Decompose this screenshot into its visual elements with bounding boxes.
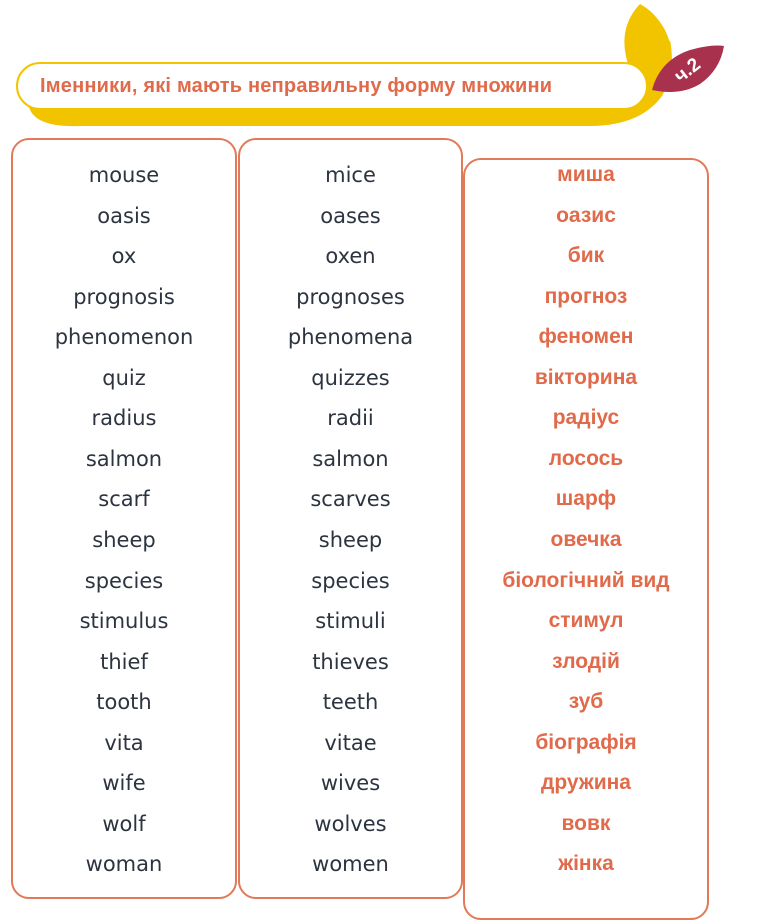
translation-word: злодій	[552, 649, 620, 673]
plural-word: vitae	[324, 730, 377, 755]
translation-word: дружина	[541, 771, 631, 795]
plural-word: oases	[320, 203, 381, 228]
singular-word: sheep	[92, 527, 156, 552]
singular-word: vita	[104, 730, 144, 755]
translation-word: лосось	[548, 446, 624, 470]
singular-word: thief	[100, 649, 148, 674]
translation-word: прогноз	[544, 284, 628, 308]
translation-word: вовк	[561, 811, 611, 835]
singular-word: wolf	[102, 811, 146, 836]
singular-word: radius	[91, 406, 157, 431]
translation-word: радіус	[552, 406, 620, 430]
translation-word: бик	[567, 244, 605, 268]
singular-word: quiz	[102, 365, 146, 390]
singular-word: mouse	[88, 163, 160, 187]
plural-word: salmon	[312, 446, 389, 471]
singular-word: ox	[111, 244, 137, 269]
singular-word: scarf	[98, 487, 150, 512]
translation-word: зуб	[568, 690, 604, 714]
singular-word: species	[84, 568, 164, 593]
singular-word: salmon	[85, 446, 163, 471]
translation-word: вікторина	[534, 365, 638, 389]
singular-word: tooth	[96, 690, 152, 715]
singular-word: oasis	[97, 203, 151, 228]
translation-word: оазис	[556, 203, 616, 227]
plural-word: wives	[320, 771, 381, 796]
singular-word: stimulus	[79, 609, 169, 634]
page-title: Іменники, які мають неправильну форму множини	[40, 75, 553, 97]
plural-word: phenomena	[287, 325, 414, 350]
singular-word: wife	[102, 771, 146, 796]
translation-word: жінка	[558, 852, 614, 876]
translation-column	[463, 158, 709, 920]
part-badge: ч.2	[670, 54, 705, 88]
plural-word: scarves	[310, 487, 391, 512]
plural-word: women	[312, 852, 389, 877]
plural-word: sheep	[318, 527, 383, 552]
translation-word: стимул	[548, 609, 624, 633]
translation-word: овечка	[550, 527, 622, 551]
plural-word: mice	[325, 163, 376, 187]
plural-word: wolves	[314, 811, 387, 836]
plural-word: quizzes	[311, 365, 390, 390]
translation-word: феномен	[538, 325, 634, 349]
singular-column	[11, 138, 237, 899]
plural-word: oxen	[325, 244, 376, 269]
singular-word: phenomenon	[54, 325, 194, 350]
plural-word: radii	[327, 406, 374, 431]
plural-word: stimuli	[315, 609, 386, 634]
translation-word: шарф	[555, 487, 617, 511]
translation-word: біографія	[535, 730, 637, 754]
plural-word: prognoses	[296, 284, 405, 309]
plural-word: species	[311, 568, 390, 593]
translation-word: миша	[557, 163, 615, 186]
singular-word: woman	[85, 852, 163, 877]
singular-word: prognosis	[73, 284, 175, 309]
plural-word: thieves	[312, 649, 389, 674]
plural-column	[238, 138, 463, 899]
translation-word: біологічний вид	[502, 568, 670, 592]
plural-word: teeth	[322, 690, 379, 715]
